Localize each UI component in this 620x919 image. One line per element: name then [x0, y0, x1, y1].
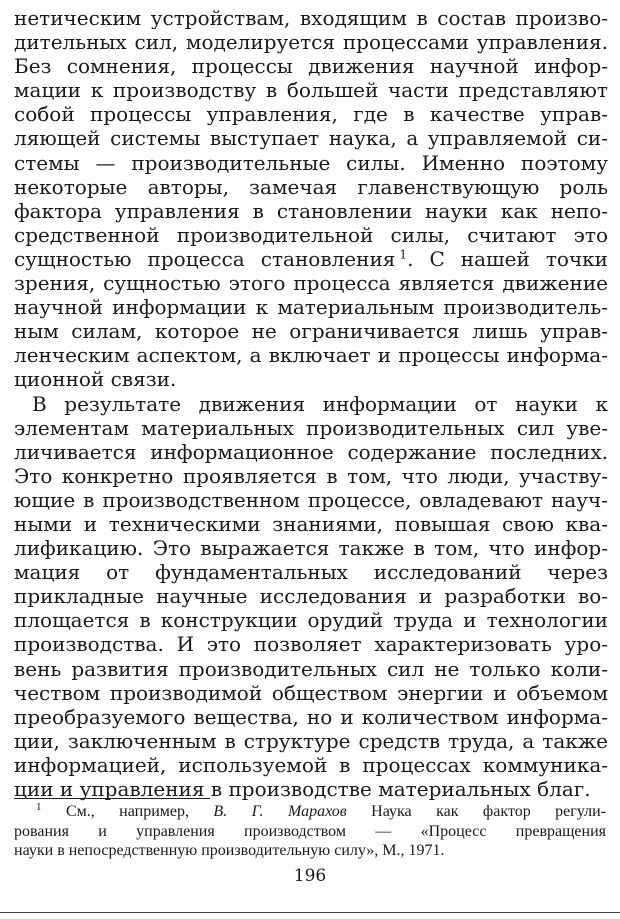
footnote-line [14, 802, 606, 822]
text-line: зрения, сущностью этого процесса является движение [14, 271, 608, 296]
text-line: Это конкретно проявляется в том, что люди, участву- [14, 463, 608, 488]
text-line: мация от фундаментальных исследований через [14, 560, 608, 585]
footnote-reference: 1 [399, 247, 408, 262]
text-line: ным силам, которое не ограничивается лишь управ- [14, 319, 608, 344]
text-line: ющие в производственном процессе, овладевают науч- [14, 487, 608, 512]
text-line: площается в конструкции орудий труда и технологии [14, 608, 608, 633]
text-line: ленческим аспектом, а включает и процессы информа- [14, 343, 608, 368]
text-line: преобразуемого вещества, но и количеством информа- [14, 704, 608, 729]
text-line: вень развития производительных сил не только коли- [14, 656, 608, 681]
text-line: элементам материальных производительных сил уве- [14, 415, 608, 440]
text-line: Без сомнения, процессы движения научной инфор- [14, 54, 608, 79]
text-line: лификацию. Это выражается также в том, что инфор- [14, 536, 608, 561]
text-line: чеством производимой обществом энергии и объемом [14, 680, 608, 705]
footnote-mark: 1 [36, 802, 42, 813]
text-fragment: . С нашей точки [407, 246, 608, 271]
text-line-with-footnote-ref [14, 247, 608, 271]
text-line: дительных сил, моделируется процессами управления. [14, 30, 608, 55]
text-line: фактора управления в становлении науки как непо- [14, 198, 608, 223]
footnote-author: В. Г. Марахов [213, 803, 347, 820]
footnote-line: науки в непосредственную производительную силу», М., 1971. [14, 842, 445, 859]
footnote-line: рования и управления производством — «Процесс превращения [14, 822, 606, 840]
text-line: ляющей системы выступает наука, а управляемой си- [14, 126, 608, 151]
text-line: ции, заключенным в структуре средств труда, а также [14, 728, 608, 753]
page-body [14, 6, 608, 801]
text-line: ционной связи. [14, 367, 177, 392]
page-number: 196 [293, 866, 327, 886]
text-fragment: сущностью процесса становления [14, 246, 396, 271]
text-line: личивается информационное содержание последних. [14, 439, 608, 464]
text-line: нетическим устройствам, входящим в состав произво- [14, 6, 608, 30]
text-line: информацией, используемой в процессах коммуника- [14, 752, 608, 777]
paragraph-1 [14, 6, 608, 392]
page-edge-line [0, 912, 620, 913]
text-line: ции и управления в производстве материальных благ. [14, 777, 591, 801]
text-line: производства. И это позволяет характеризовать уро- [14, 632, 608, 657]
text-line: собой процессы управления, где в качестве управ- [14, 102, 608, 127]
text-line: ными и техническими знаниями, повышая свою ква- [14, 511, 608, 536]
footnote-text: Наука как фактор регули- [371, 803, 606, 820]
footnote-divider [14, 798, 210, 799]
text-line: средственной производительной силы, считают это [14, 222, 608, 247]
text-line: В результате движения информации от науки к [32, 391, 608, 416]
text-line: некоторые авторы, замечая главенствующую роль [14, 174, 608, 199]
text-line: мации к производству в большей части представляют [14, 78, 608, 103]
text-line: научной информации к материальным производитель- [14, 295, 608, 320]
footnote-text: См., например, [65, 803, 189, 820]
text-line: стемы — производительные силы. Именно поэтому [14, 150, 608, 175]
footnote [14, 802, 606, 861]
text-line: прикладные научные исследования и разработки во- [14, 584, 608, 609]
paragraph-2 [14, 392, 608, 802]
